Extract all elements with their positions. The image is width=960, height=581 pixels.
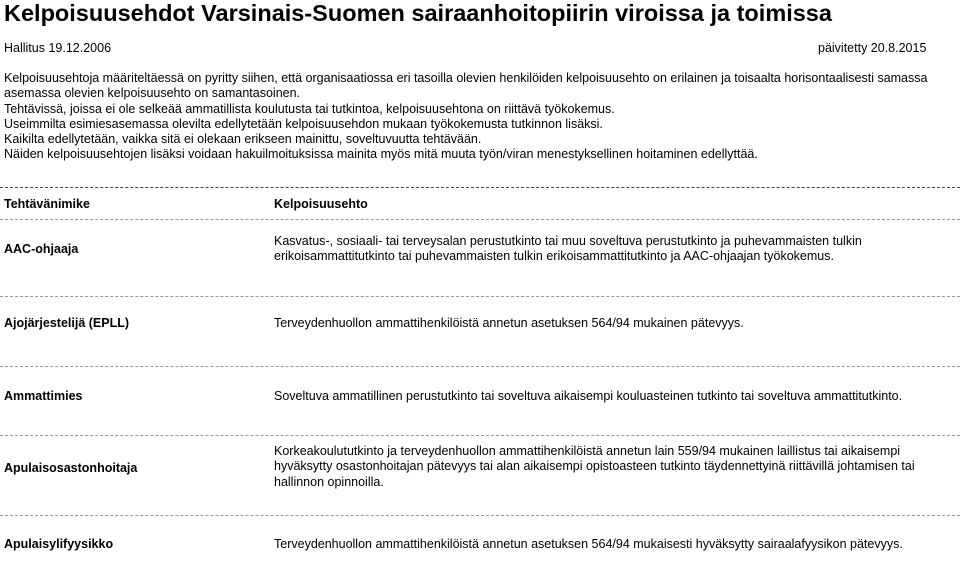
table-row-title: Ammattimies <box>4 389 83 403</box>
column-header-requirement: Kelpoisuusehto <box>274 197 368 211</box>
updated-date: päivitetty 20.8.2015 <box>818 41 927 55</box>
row-divider <box>0 366 960 367</box>
row-divider <box>0 515 960 516</box>
table-row-title: Apulaisosastonhoitaja <box>4 461 138 475</box>
row-divider <box>0 435 960 436</box>
table-row-title: Ajojärjestelijä (EPLL) <box>4 316 130 330</box>
table-row-requirement: Terveydenhuollon ammattihenkilöistä annetun asetuksen 564/94 mukaisesti hyväksytty sairaalafyysikon pätevyys. <box>274 537 903 551</box>
table-row-requirement: Korkeakoulututkinto ja terveydenhuollon ammattihenkilöistä annetun lain 559/94 mukainen laillistus tai aikaisempi hyväksytty osastonhoitajan pätevyys tai alan aikaisempi opistoasteen tutkinto täydennettyinä riittävillä johtamisen tai hallinnon opinnoilla. <box>274 444 915 489</box>
table-row-title: AAC-ohjaaja <box>4 242 79 256</box>
intro-paragraph: Näiden kelpoisuusehtojen lisäksi voidaan hakuilmoituksissa mainita myös mitä muuta työn/viran menestyksellinen hoitaminen edellyttää. <box>4 147 758 162</box>
intro-paragraph: Kelpoisuusehtoja määriteltäessä on pyritty siihen, että organisaatiossa eri tasoilla olevien henkilöiden kelpoisuusehto on erilainen ja toisaalta horisontaalisesti samassa asemassa olevien kelpoisuusehto on samantasoinen. <box>4 71 928 101</box>
column-header-title: Tehtävänimike <box>4 197 90 211</box>
table-row-title: Apulaisylifyysikko <box>4 537 114 551</box>
table-row-requirement: Terveydenhuollon ammattihenkilöistä annetun asetuksen 564/94 mukainen pätevyys. <box>274 316 744 330</box>
row-divider <box>0 219 960 220</box>
intro-paragraph: Useimmilta esimiesasemassa olevilta edellytetään kelpoisuusehdon mukaan työkokemusta tutkinnon lisäksi. <box>4 116 603 131</box>
page-title: Kelpoisuusehdot Varsinais-Suomen sairaanhoitopiirin viroissa ja toimissa <box>4 0 832 26</box>
intro-paragraph: Tehtävissä, joissa ei ole selkeää ammatillista koulutusta tai tutkintoa, kelpoisuusehtona on riittävä työkokemus. <box>4 101 615 116</box>
table-row-requirement: Kasvatus-, sosiaali- tai terveysalan perustutkinto tai muu soveltuva perustutkinto ja puhevammaisten tulkin erikoisammattitutkinto tai puhevammaisten tulkin erikoisammattitutkinto ja AAC-ohjaajan työkokemus. <box>274 234 862 264</box>
row-divider <box>0 296 960 297</box>
table-top-border <box>0 187 960 188</box>
board-date: Hallitus 19.12.2006 <box>4 41 112 55</box>
intro-text <box>4 71 944 163</box>
intro-paragraph: Kaikilta edellytetään, vaikka sitä ei olekaan erikseen mainittu, soveltuvuutta tehtävään. <box>4 132 482 147</box>
table-row-requirement: Soveltuva ammatillinen perustutkinto tai soveltuva aikaisempi kouluasteinen tutkinto tai soveltuva ammattitutkinto. <box>274 389 903 403</box>
